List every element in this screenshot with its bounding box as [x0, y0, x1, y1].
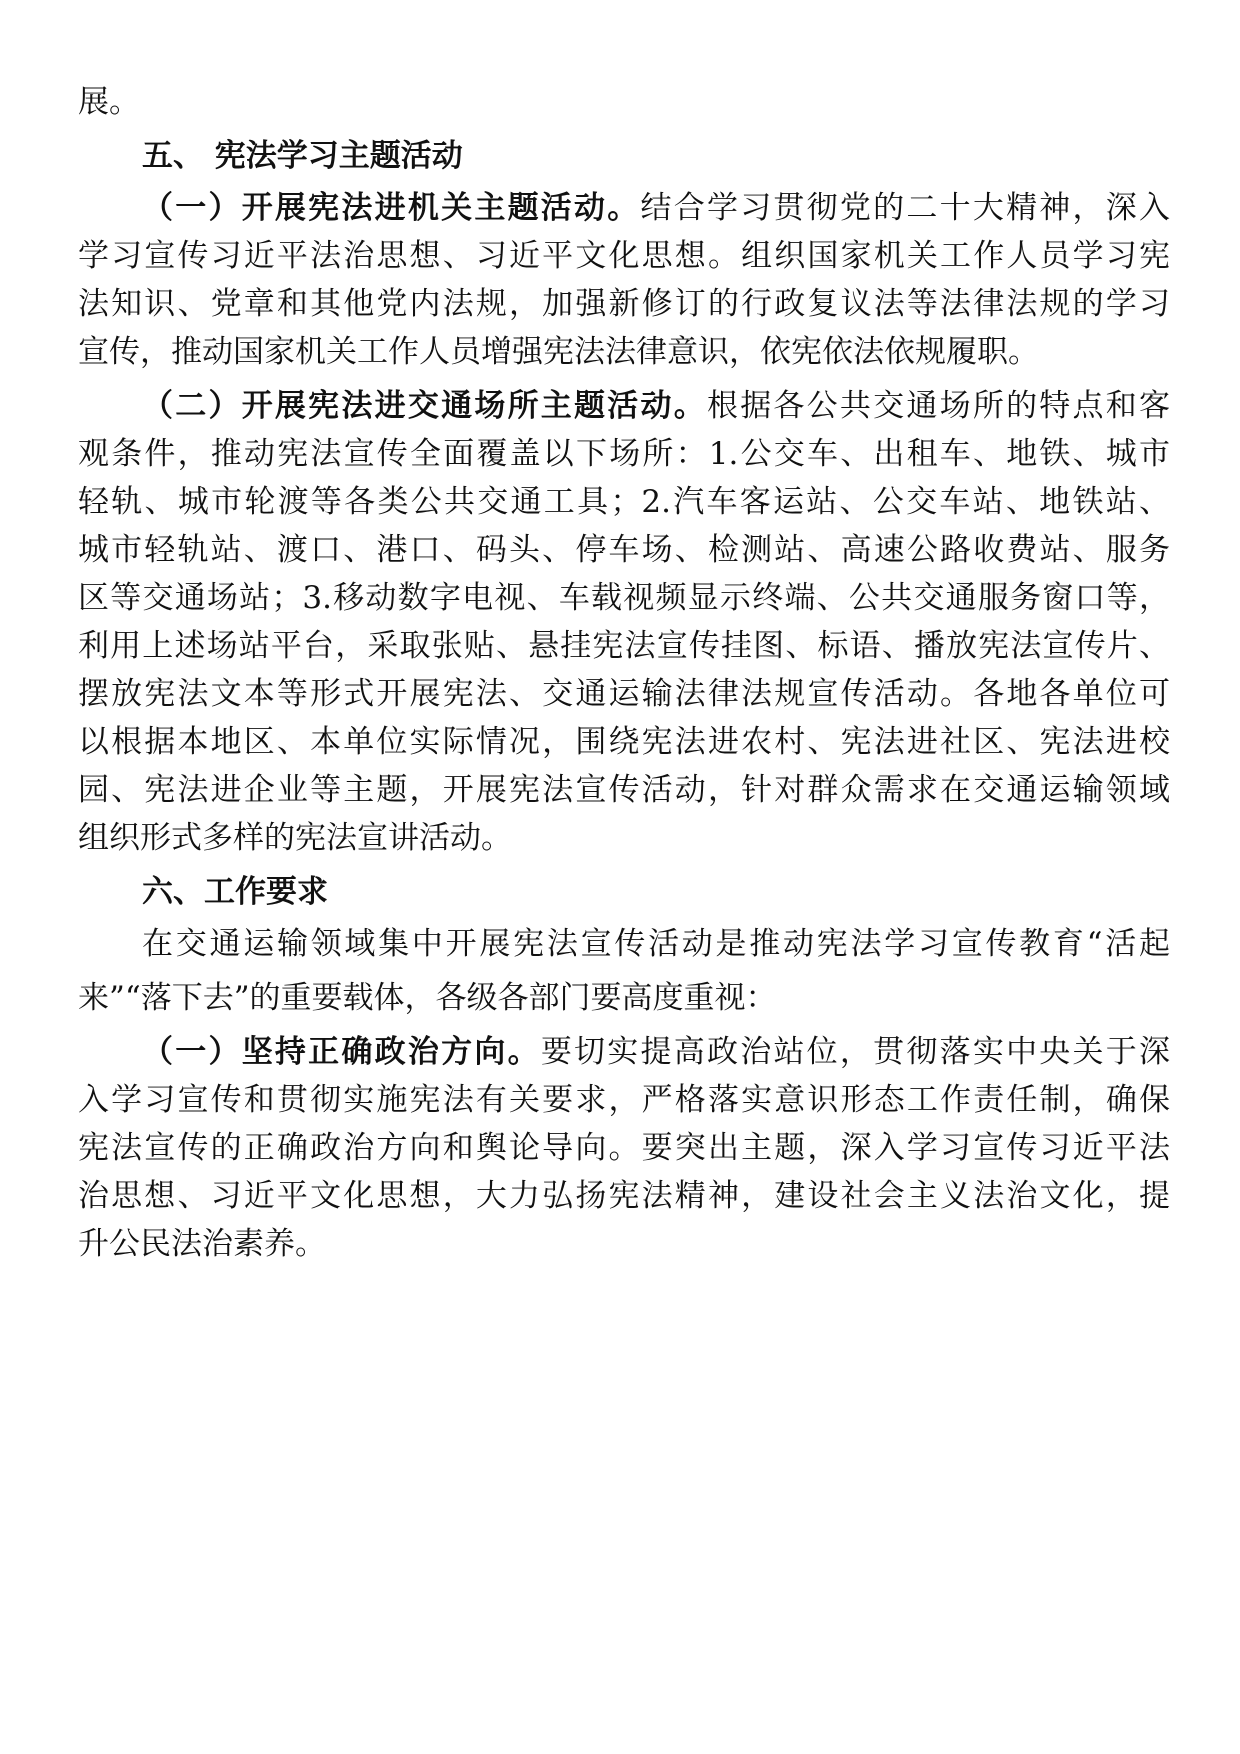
- section-5-paragraph-2: [78, 382, 1170, 862]
- section-5-paragraph-1: [78, 184, 1170, 376]
- section-6-intro: [78, 920, 1170, 1022]
- paragraph-line: 轻轨、城市轮渡等各类公共交通工具；2.汽车客运站、公交车站、地铁站、: [78, 484, 1170, 520]
- paragraph-line: 法知识、党章和其他党内法规，加强新修订的行政复议法等法律法规的学习: [78, 286, 1170, 322]
- paragraph-line: 组织形式多样的宪法宣讲活动。: [78, 820, 512, 856]
- document-page: [78, 78, 1170, 1268]
- paragraph-lead: （一）坚持正确政治方向。: [142, 1034, 541, 1070]
- paragraph-line: 摆放宪法文本等形式开展宪法、交通运输法律法规宣传活动。各地各单位可: [78, 676, 1170, 712]
- paragraph-text: 要切实提高政治站位，贯彻落实中央关于深: [540, 1034, 1171, 1070]
- paragraph-line: 来”“落下去”的重要载体，各级各部门要高度重视：: [78, 980, 777, 1016]
- paragraph-line: 宣传，推动国家机关工作人员增强宪法法律意识，依宪依法依规履职。: [78, 334, 1039, 370]
- paragraph-line: 治思想、习近平文化思想，大力弘扬宪法精神，建设社会主义法治文化，提: [78, 1178, 1170, 1214]
- paragraph-line: 观条件，推动宪法宣传全面覆盖以下场所：1.公交车、出租车、地铁、城市: [78, 436, 1170, 472]
- paragraph-text: 结合学习贯彻党的二十大精神，深入: [640, 190, 1170, 226]
- paragraph-line: 在交通运输领域集中开展宪法宣传活动是推动宪法学习宣传教育“活起: [142, 926, 1170, 962]
- paragraph-line: 学习宣传习近平法治思想、习近平文化思想。组织国家机关工作人员学习宪: [78, 238, 1170, 274]
- paragraph-line: [78, 184, 1170, 232]
- paragraph-line: 升公民法治素养。: [78, 1226, 326, 1262]
- section-5-heading: 五、 宪法学习主题活动: [142, 138, 463, 174]
- paragraph-line: [78, 1028, 1170, 1076]
- paragraph-line: 以根据本地区、本单位实际情况，围绕宪法进农村、宪法进社区、宪法进校: [78, 724, 1170, 760]
- paragraph-lead: （二）开展宪法进交通场所主题活动。: [142, 388, 707, 424]
- paragraph-line: 入学习宣传和贯彻实施宪法有关要求，严格落实意识形态工作责任制，确保: [78, 1082, 1170, 1118]
- paragraph-text: 根据各公共交通场所的特点和客: [706, 388, 1171, 424]
- paragraph-line: 园、宪法进企业等主题，开展宪法宣传活动，针对群众需求在交通运输领域: [78, 772, 1170, 808]
- section-6-paragraph-1: [78, 1028, 1170, 1268]
- paragraph-line: 区等交通场站；3.移动数字电视、车载视频显示终端、公共交通服务窗口等，: [78, 580, 1170, 616]
- section-6-heading: 六、工作要求: [142, 874, 328, 910]
- intro-tail-text: 展。: [78, 84, 140, 120]
- paragraph-line: 宪法宣传的正确政治方向和舆论导向。要突出主题，深入学习宣传习近平法: [78, 1130, 1170, 1166]
- paragraph-lead: （一）开展宪法进机关主题活动。: [142, 190, 641, 226]
- paragraph-line: [78, 382, 1170, 430]
- paragraph-line: 城市轻轨站、渡口、港口、码头、停车场、检测站、高速公路收费站、服务: [78, 532, 1170, 568]
- paragraph-line: 利用上述场站平台，采取张贴、悬挂宪法宣传挂图、标语、播放宪法宣传片、: [78, 628, 1170, 664]
